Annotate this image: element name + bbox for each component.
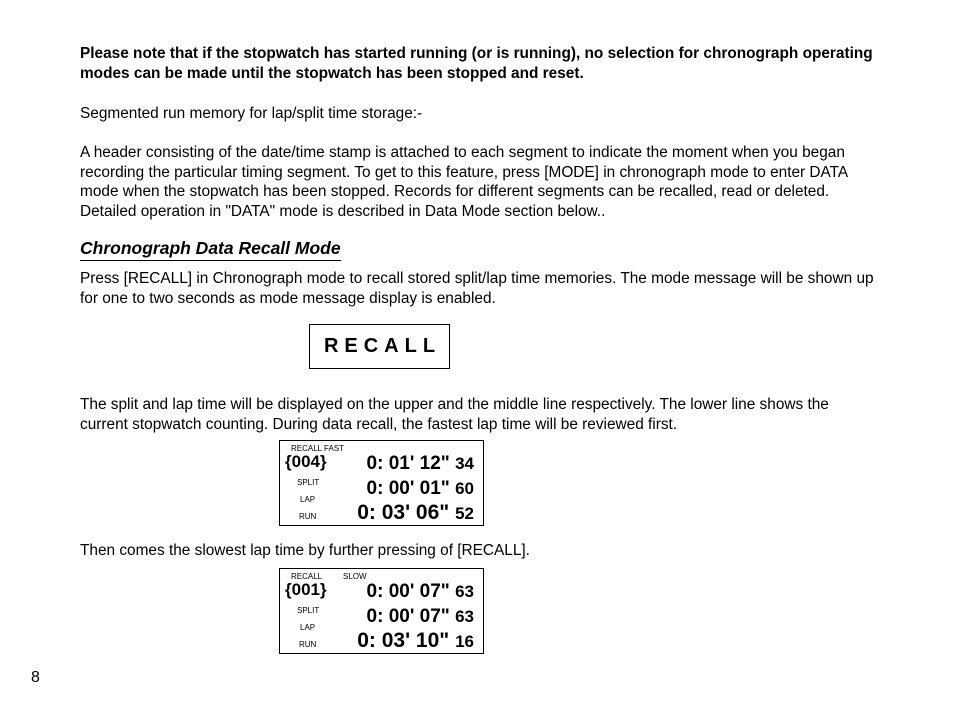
page-number: 8 [31, 669, 40, 686]
section-title: Chronograph Data Recall Mode [80, 238, 341, 261]
recall-label: RECALL [291, 572, 323, 581]
run-time: 0: 03' 06" 52 [357, 501, 474, 524]
run-time: 0: 03' 10" 16 [357, 629, 474, 652]
segment-index: {004} [285, 452, 327, 471]
slowest-lap-display [279, 568, 484, 654]
run-label: RUN [299, 640, 317, 649]
note-paragraph: Please note that if the stopwatch has started running (or is running), no selection for chronograph operating modes can be made until the stopwatch has been stopped and reset. [80, 45, 873, 82]
split-time: 0: 01' 12" 34 [366, 453, 474, 474]
split-lap-paragraph: The split and lap time will be displayed on the upper and the middle line respectively. The lower line shows the current stopwatch counting. During data recall, the fastest lap time will be reviewed first. [80, 396, 829, 433]
split-time: 0: 00' 07" 63 [366, 581, 474, 602]
recall-intro-paragraph: Press [RECALL] in Chronograph mode to recall stored split/lap time memories. The mode message will be shown up for one to two seconds as mode message display is enabled. [80, 270, 874, 307]
slowest-lap-paragraph: Then comes the slowest lap time by further pressing of [RECALL]. [80, 542, 530, 559]
split-label: SPLIT [297, 606, 320, 615]
split-label: SPLIT [297, 478, 320, 487]
recall-display-text: RECALL [323, 335, 442, 357]
segmented-memory-heading: Segmented run memory for lap/split time storage:- [80, 105, 423, 122]
recall-fast-label: RECALL FAST [291, 444, 345, 453]
segment-index: {001} [285, 580, 327, 599]
lap-label: LAP [300, 623, 316, 632]
segment-paragraph: A header consisting of the date/time stamp is attached to each segment to indicate the moment when you began recording the particular timing segment. To get to this feature, press [MODE] in chronograph mode to enter DATA mode when the stopwatch has been stopped. Records for different segments can be recalled, read or deleted. Detailed operation in "DATA" mode is described in Data Mode section below.. [80, 144, 848, 220]
lap-time: 0: 00' 07" 63 [366, 606, 474, 627]
lap-time: 0: 00' 01" 60 [366, 478, 474, 499]
recall-mode-display [309, 324, 450, 369]
fastest-lap-display [279, 440, 484, 526]
run-label: RUN [299, 512, 317, 521]
slow-label: SLOW [343, 572, 367, 581]
lap-label: LAP [300, 495, 316, 504]
